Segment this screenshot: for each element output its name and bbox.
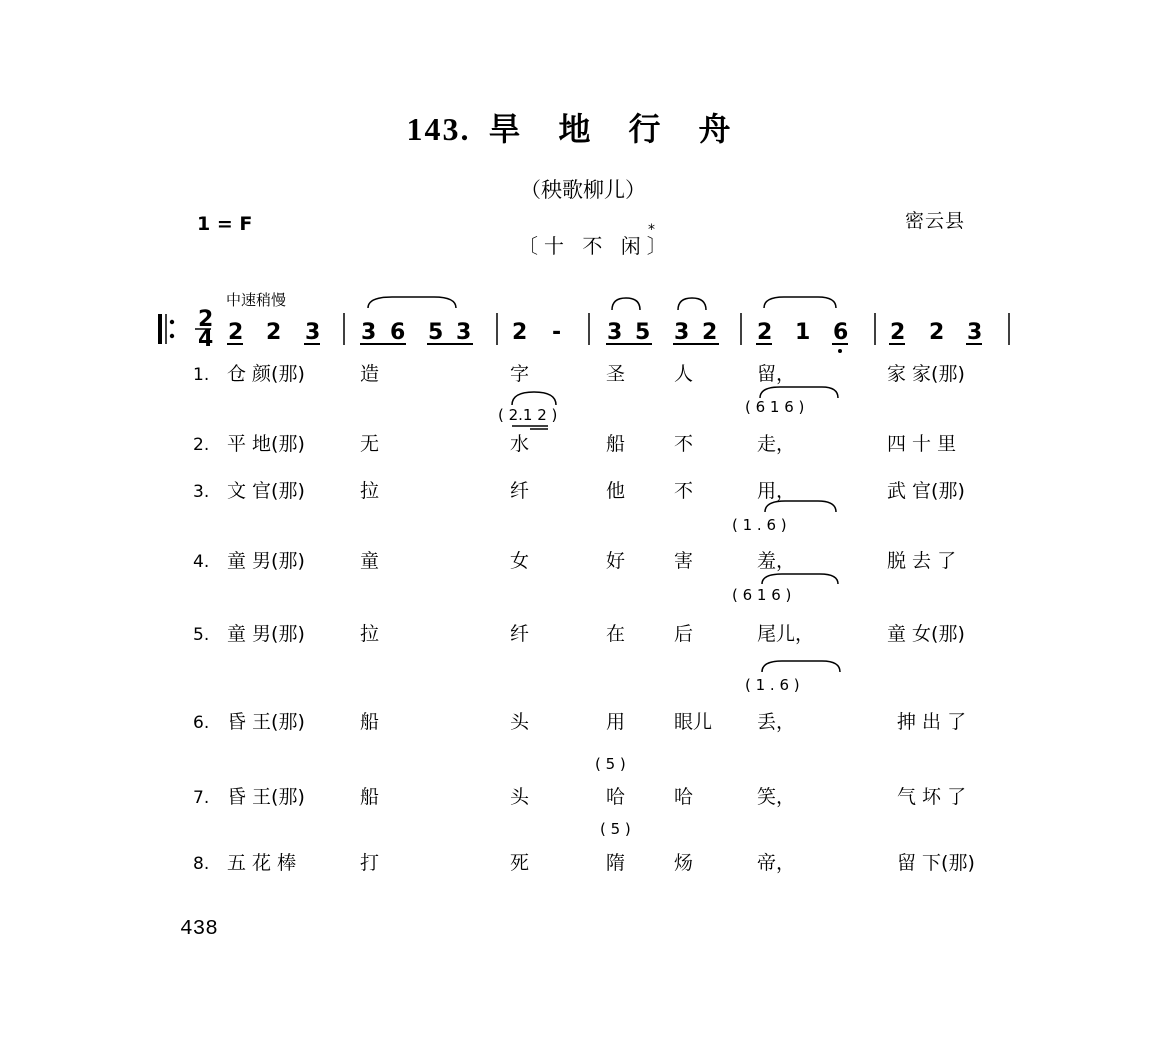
lyric: 纤: [510, 623, 530, 645]
lyric: 船: [360, 786, 380, 808]
note: 3: [674, 320, 690, 345]
lyric: 童: [360, 550, 380, 572]
verse-number: 3.: [193, 482, 210, 502]
slur: [764, 297, 836, 308]
lyric: 不: [674, 433, 694, 455]
time-sig-bottom: 4: [198, 327, 214, 352]
variant-notes: ( 2.1 2 ): [498, 406, 558, 424]
variant-notes: ( 1 . 6 ): [732, 516, 787, 534]
lyric: 童 女(那): [887, 623, 965, 645]
lyric: 不: [674, 480, 694, 502]
lyric: 武 官(那): [887, 480, 965, 502]
note: 2: [228, 320, 244, 345]
slur: [368, 297, 456, 308]
lyric: 女: [510, 550, 530, 572]
page-number: 438: [180, 918, 218, 941]
note: 3: [305, 320, 321, 345]
verse-number: 8.: [193, 854, 210, 874]
lyric: 头: [510, 711, 530, 733]
slur: [612, 298, 640, 310]
verse-number: 7.: [193, 788, 210, 808]
slur: [765, 501, 836, 512]
note: 3: [456, 320, 472, 345]
song-title: 143. 旱 地 行 舟: [406, 110, 733, 148]
lyric: 字: [510, 363, 530, 385]
lyric: 五 花 棒: [227, 852, 297, 874]
lyric: 平 地(那): [227, 433, 305, 455]
slur: [512, 392, 556, 405]
note: 6: [833, 320, 849, 345]
note: 2: [266, 320, 282, 345]
tune-name: 〔十 不 闲〕: [518, 234, 673, 258]
lyric: 童 男(那): [227, 550, 305, 572]
variant-notes: ( 1 . 6 ): [745, 676, 800, 694]
time-sig-top: 2: [198, 307, 214, 332]
lyric: 人: [674, 363, 694, 385]
lyric: 纤: [510, 480, 530, 502]
note: 2: [757, 320, 773, 345]
verse-3: [193, 480, 965, 502]
note: 3: [967, 320, 983, 345]
lyric: 无: [360, 433, 380, 455]
lyric: 四 十 里: [887, 433, 957, 455]
verse-number: 4.: [193, 552, 210, 572]
verse-number: 2.: [193, 435, 210, 455]
slur: [762, 574, 838, 584]
lyric: 笑，: [757, 786, 796, 808]
tempo-marking: 中速稍慢: [226, 291, 287, 309]
note: 6: [390, 320, 406, 345]
slur: [678, 298, 706, 310]
note: 1: [795, 320, 811, 345]
note: 5: [635, 320, 651, 345]
repeat-start-sign: [158, 314, 174, 344]
lyric: 哈: [606, 786, 626, 808]
lyric: 羞，: [757, 550, 796, 572]
verse-number: 1.: [193, 365, 210, 385]
verse-7: [193, 786, 966, 808]
verse-6: [193, 711, 966, 733]
low-octave-dot: [838, 349, 842, 353]
slur: [762, 661, 840, 672]
verse-number: 6.: [193, 713, 210, 733]
lyric: 尾儿，: [757, 623, 815, 645]
lyric: 圣: [606, 363, 626, 385]
variant-notes: ( 5 ): [595, 755, 626, 773]
verse-8: [193, 852, 975, 874]
verse-number: 5.: [193, 625, 210, 645]
note: 5: [428, 320, 444, 345]
lyric: 用，: [757, 480, 796, 502]
lyric: 好: [606, 550, 626, 572]
lyric: 留，: [757, 363, 796, 385]
lyric: 气 坏 了: [897, 786, 967, 808]
verse-1: [193, 363, 965, 385]
lyric: 拉: [360, 623, 380, 645]
note: 3: [361, 320, 377, 345]
lyric: 眼儿: [674, 711, 713, 733]
lyric: 哈: [674, 786, 694, 808]
note: 2: [702, 320, 718, 345]
lyric: 船: [606, 433, 626, 455]
lyric: 脱 去 了: [887, 550, 957, 572]
lyric: 留 下(那): [897, 852, 975, 874]
lyric: 打: [360, 852, 380, 874]
lyric: 水: [510, 433, 530, 455]
lyric: 炀: [674, 852, 694, 874]
lyric: 拉: [360, 480, 380, 502]
lyric: 害: [674, 550, 694, 572]
lyric: 昏 王(那): [227, 711, 305, 733]
lyric: 他: [606, 480, 626, 502]
slur: [760, 387, 838, 398]
lyric: 仓 颜(那): [227, 363, 305, 385]
variant-notes: ( 6 1 6 ): [732, 586, 792, 604]
song-subtitle: （秧歌柳儿）: [520, 178, 646, 202]
lyric: 在: [606, 623, 626, 645]
lyric: 走，: [757, 433, 796, 455]
lyric: 用: [606, 711, 626, 733]
lyric: 死: [510, 852, 530, 874]
lyric: 文 官(那): [227, 480, 305, 502]
note: 2: [512, 320, 528, 345]
verse-4: [193, 550, 956, 572]
verse-5: [193, 623, 965, 645]
lyric: 头: [510, 786, 530, 808]
note: -: [552, 320, 562, 345]
key-signature: 1 = F: [197, 213, 253, 235]
lyric: 家 家(那): [887, 363, 965, 385]
variant-notes: ( 5 ): [600, 820, 631, 838]
lyric: 帝，: [757, 852, 796, 874]
note: 3: [607, 320, 623, 345]
lyric: 隋: [606, 852, 626, 874]
lyric: 船: [360, 711, 380, 733]
lyric: 后: [674, 623, 694, 645]
note: 2: [929, 320, 945, 345]
lyric: 抻 出 了: [897, 711, 967, 733]
verse-2: [193, 433, 956, 455]
lyric: 丢，: [757, 711, 796, 733]
variant-notes: ( 6 1 6 ): [745, 398, 805, 416]
lyric: 童 男(那): [227, 623, 305, 645]
lyric: 昏 王(那): [227, 786, 305, 808]
lyric: 造: [360, 363, 380, 385]
footnote-mark: *: [648, 222, 655, 238]
origin-label: 密云县: [905, 210, 966, 232]
note: 2: [890, 320, 906, 345]
